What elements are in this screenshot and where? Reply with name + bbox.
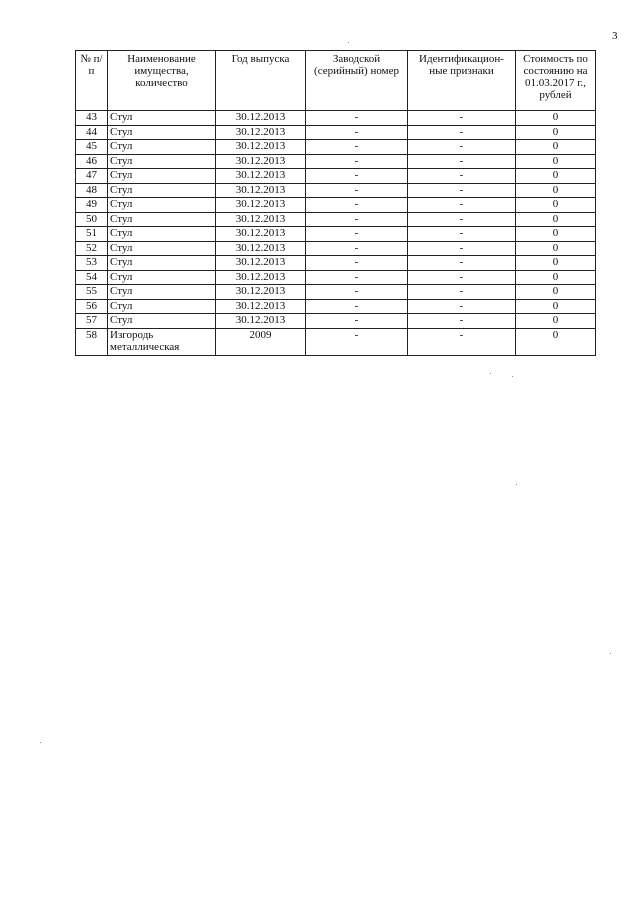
cell-cost: 0 — [516, 125, 596, 140]
cell-year: 30.12.2013 — [216, 227, 306, 242]
cell-year: 30.12.2013 — [216, 241, 306, 256]
cell-serial: - — [306, 125, 408, 140]
cell-number: 50 — [76, 212, 108, 227]
cell-serial: - — [306, 198, 408, 213]
cell-number: 53 — [76, 256, 108, 271]
cell-ident: - — [408, 270, 516, 285]
table-row — [76, 198, 596, 213]
cell-year: 30.12.2013 — [216, 169, 306, 184]
cell-ident: - — [408, 314, 516, 329]
cell-ident: - — [408, 212, 516, 227]
cell-cost: 0 — [516, 154, 596, 169]
cell-cost: 0 — [516, 227, 596, 242]
header-serial: Заводской (серийный) номер — [306, 51, 408, 111]
cell-cost: 0 — [516, 169, 596, 184]
cell-cost: 0 — [516, 183, 596, 198]
cell-name: Стул — [108, 154, 216, 169]
cell-cost: 0 — [516, 328, 596, 355]
header-row — [76, 51, 596, 111]
table-row — [76, 314, 596, 329]
cell-cost: 0 — [516, 256, 596, 271]
cell-name: Стул — [108, 241, 216, 256]
cell-ident: - — [408, 285, 516, 300]
cell-name: Стул — [108, 111, 216, 126]
cell-name: Стул — [108, 198, 216, 213]
cell-cost: 0 — [516, 299, 596, 314]
header-name: Наименование имущества, количество — [108, 51, 216, 111]
cell-number: 51 — [76, 227, 108, 242]
cell-cost: 0 — [516, 198, 596, 213]
cell-cost: 0 — [516, 241, 596, 256]
cell-ident: - — [408, 256, 516, 271]
cell-cost: 0 — [516, 314, 596, 329]
cell-name: Стул — [108, 227, 216, 242]
cell-serial: - — [306, 227, 408, 242]
cell-cost: 0 — [516, 270, 596, 285]
cell-name: Стул — [108, 314, 216, 329]
table-header — [76, 51, 596, 111]
cell-serial: - — [306, 111, 408, 126]
cell-name: Стул — [108, 212, 216, 227]
cell-year: 30.12.2013 — [216, 285, 306, 300]
cell-serial: - — [306, 169, 408, 184]
cell-serial: - — [306, 299, 408, 314]
cell-number: 47 — [76, 169, 108, 184]
table-row — [76, 227, 596, 242]
cell-ident: - — [408, 111, 516, 126]
cell-name: Стул — [108, 125, 216, 140]
cell-year: 30.12.2013 — [216, 212, 306, 227]
cell-cost: 0 — [516, 140, 596, 155]
cell-year: 30.12.2013 — [216, 183, 306, 198]
header-cost: Стоимость по состоянию на 01.03.2017 г., рублей — [516, 51, 596, 111]
cell-name: Стул — [108, 285, 216, 300]
cell-serial: - — [306, 183, 408, 198]
cell-ident: - — [408, 241, 516, 256]
header-ident: Идентификацион-ные признаки — [408, 51, 516, 111]
table-row — [76, 169, 596, 184]
cell-number: 48 — [76, 183, 108, 198]
cell-number: 58 — [76, 328, 108, 355]
cell-serial: - — [306, 328, 408, 355]
cell-number: 43 — [76, 111, 108, 126]
cell-ident: - — [408, 154, 516, 169]
table-body — [76, 111, 596, 356]
table-row — [76, 256, 596, 271]
table-row — [76, 241, 596, 256]
table-row — [76, 299, 596, 314]
cell-serial: - — [306, 140, 408, 155]
cell-name: Стул — [108, 270, 216, 285]
cell-ident: - — [408, 183, 516, 198]
cell-year: 30.12.2013 — [216, 314, 306, 329]
cell-year: 30.12.2013 — [216, 256, 306, 271]
cell-year: 30.12.2013 — [216, 299, 306, 314]
cell-number: 55 — [76, 285, 108, 300]
table-row — [76, 125, 596, 140]
cell-year: 30.12.2013 — [216, 270, 306, 285]
cell-number: 49 — [76, 198, 108, 213]
header-year: Год выпуска — [216, 51, 306, 111]
cell-year: 30.12.2013 — [216, 111, 306, 126]
table-row — [76, 212, 596, 227]
cell-number: 56 — [76, 299, 108, 314]
cell-number: 52 — [76, 241, 108, 256]
cell-serial: - — [306, 314, 408, 329]
cell-number: 57 — [76, 314, 108, 329]
cell-ident: - — [408, 328, 516, 355]
cell-serial: - — [306, 241, 408, 256]
table-row — [76, 154, 596, 169]
cell-serial: - — [306, 154, 408, 169]
cell-name: Стул — [108, 140, 216, 155]
cell-ident: - — [408, 299, 516, 314]
cell-cost: 0 — [516, 111, 596, 126]
cell-number: 46 — [76, 154, 108, 169]
cell-year: 30.12.2013 — [216, 125, 306, 140]
cell-name: Стул — [108, 299, 216, 314]
cell-ident: - — [408, 169, 516, 184]
cell-cost: 0 — [516, 212, 596, 227]
cell-year: 30.12.2013 — [216, 198, 306, 213]
cell-serial: - — [306, 256, 408, 271]
cell-name: Стул — [108, 256, 216, 271]
cell-ident: - — [408, 125, 516, 140]
property-inventory-table — [75, 50, 596, 356]
cell-name: Стул — [108, 183, 216, 198]
cell-serial: - — [306, 285, 408, 300]
table-row — [76, 111, 596, 126]
cell-year: 30.12.2013 — [216, 140, 306, 155]
cell-name: Изгородь металлическая — [108, 328, 216, 355]
cell-cost: 0 — [516, 285, 596, 300]
cell-serial: - — [306, 212, 408, 227]
cell-ident: - — [408, 227, 516, 242]
cell-year: 30.12.2013 — [216, 154, 306, 169]
cell-number: 45 — [76, 140, 108, 155]
page-number: 3 — [612, 30, 618, 42]
cell-year: 2009 — [216, 328, 306, 355]
cell-number: 54 — [76, 270, 108, 285]
table-row — [76, 183, 596, 198]
table-row — [76, 328, 596, 355]
table-row — [76, 270, 596, 285]
cell-ident: - — [408, 140, 516, 155]
header-number: № п/п — [76, 51, 108, 111]
table-row — [76, 285, 596, 300]
cell-serial: - — [306, 270, 408, 285]
table-row — [76, 140, 596, 155]
cell-ident: - — [408, 198, 516, 213]
cell-number: 44 — [76, 125, 108, 140]
cell-name: Стул — [108, 169, 216, 184]
